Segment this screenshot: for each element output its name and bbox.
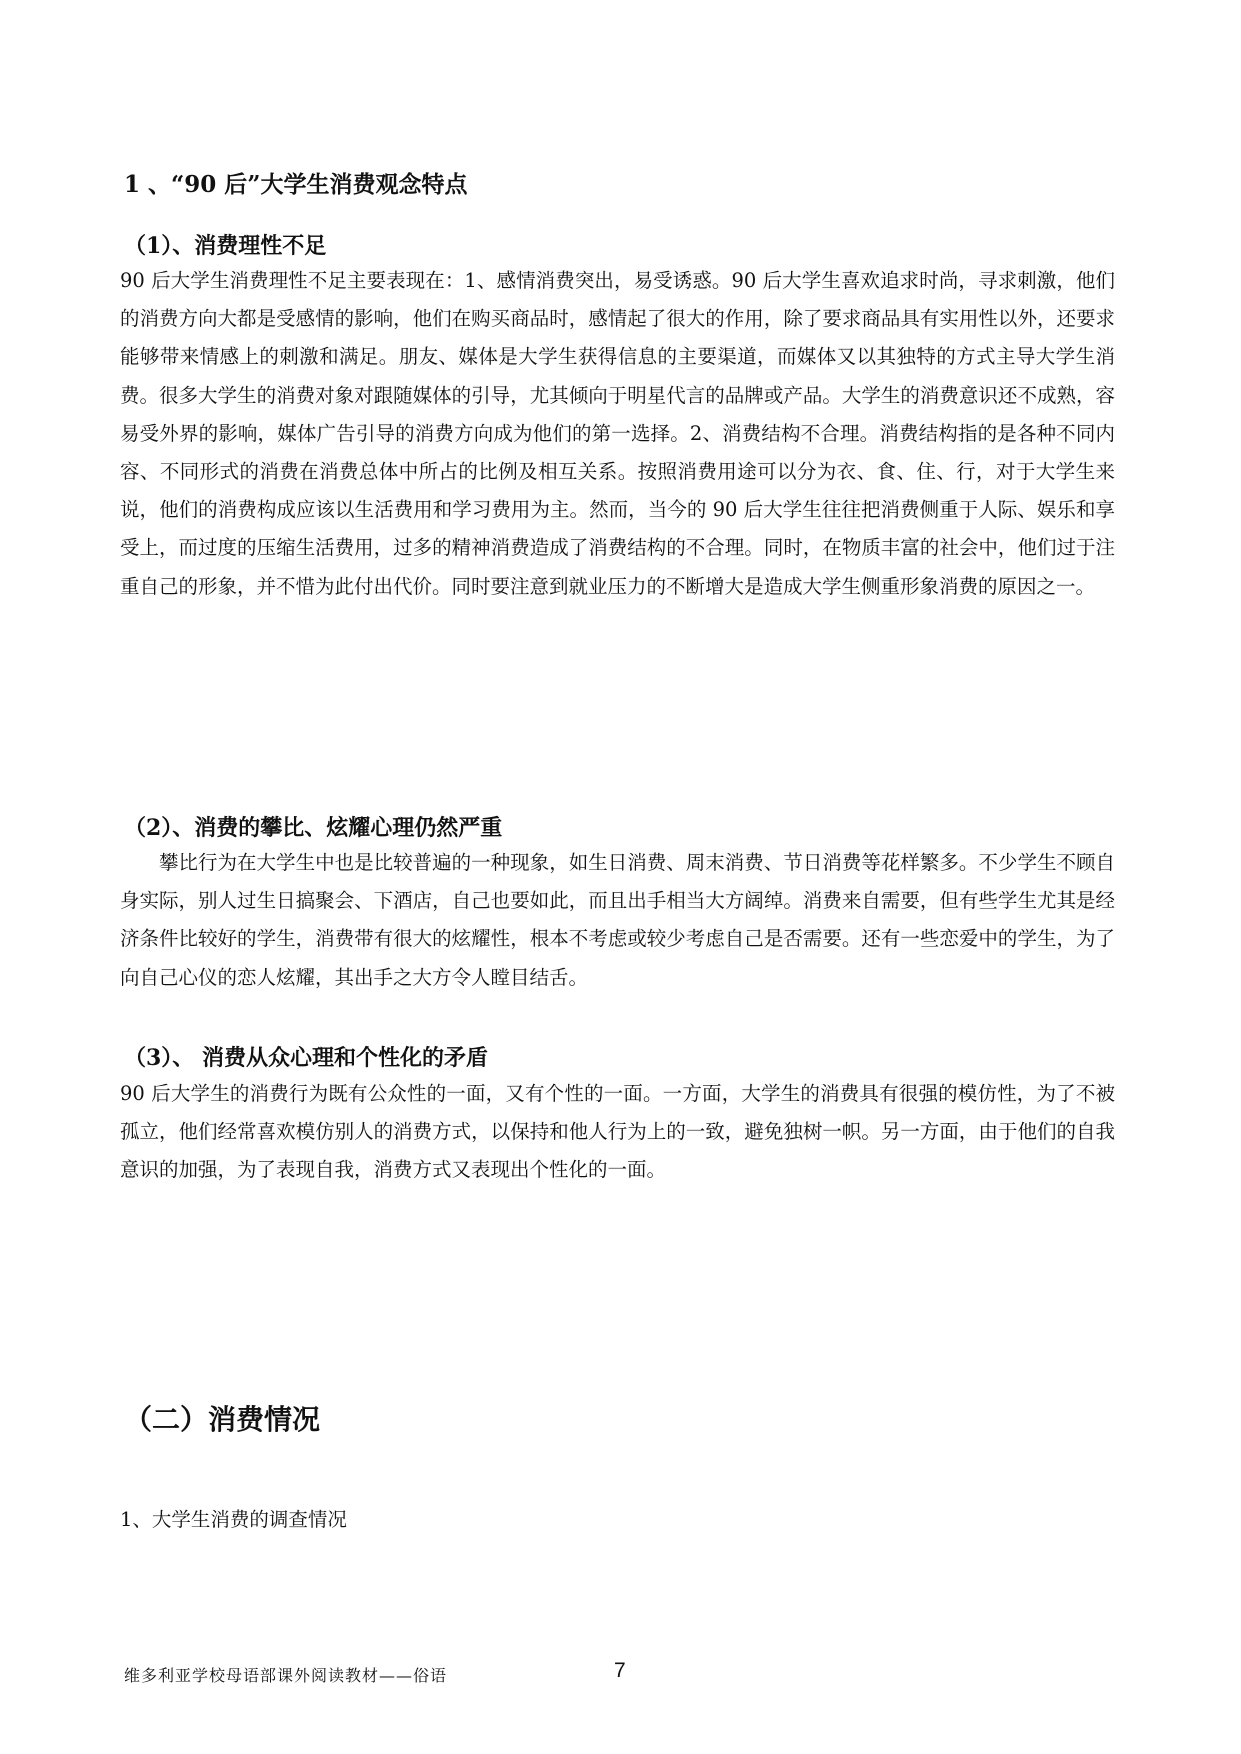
- subheading-rational-deficiency: （1）、消费理性不足: [124, 233, 327, 259]
- section-title-consumption-status: （二）消费情况: [124, 1403, 321, 1436]
- section-heading: 1 、“90 后”大学生消费观念特点: [124, 171, 468, 198]
- paragraph-conformity-individuality: 90 后大学生的消费行为既有公众性的一面，又有个性的一面。一方面，大学生的消费具有很强的模仿性，为了不被孤立，他们经常喜欢模仿别人的消费方式，以保持和他人行为上的一致，避免独树一帜。另一方面，由于他们的自我意识的加强，为了表现自我，消费方式又表现出个性化的一面。: [120, 1082, 1115, 1182]
- paragraph-rational-deficiency: 90 后大学生消费理性不足主要表现在：1、感情消费突出，易受诱惑。90 后大学生喜欢追求时尚，寻求刺激，他们的消费方向大都是受感情的影响，他们在购买商品时，感情起了很大的作用，除了要求商品具有实用性以外，还要求能够带来情感上的刺激和满足。朋友、媒体是大学生获得信息的主要渠道，而媒体又以其独特的方式主导大学生消费。很多大学生的消费对象对跟随媒体的引导，尤其倾向于明星代言的品牌或产品。大学生的消费意识还不成熟，容易受外界的影响，媒体广告引导的消费方向成为他们的第一选择。2、消费结构不合理。消费结构指的是各种不同内容、不同形式的消费在消费总体中所占的比例及相互关系。按照消费用途可以分为衣、食、住、行，对于大学生来说，他们的消费构成应该以生活费用和学习费用为主。然而，当今的 90 后大学生往往把消费侧重于人际、娱乐和享受上，而过度的压缩生活费用，过多的精神消费造成了消费结构的不合理。同时，在物质丰富的社会中，他们过于注重自己的形象，并不惜为此付出代价。同时要注意到就业压力的不断增大是造成大学生侧重形象消费的原因之一。: [120, 269, 1115, 598]
- subheading-conformity-individuality: （3）、 消费从众心理和个性化的矛盾: [124, 1045, 488, 1071]
- subheading-comparison-showoff: （2）、消费的攀比、炫耀心理仍然严重: [124, 815, 503, 841]
- footer-source: 维多利亚学校母语部课外阅读教材——俗语: [124, 1666, 448, 1685]
- page-number: 7: [614, 1659, 626, 1682]
- paragraph-comparison-showoff: 攀比行为在大学生中也是比较普遍的一种现象，如生日消费、周末消费、节日消费等花样繁多。不少学生不顾自身实际，别人过生日搞聚会、下酒店，自己也要如此，而且出手相当大方阔绰。消费来自需要，但有些学生尤其是经济条件比较好的学生，消费带有很大的炫耀性，根本不考虑或较少考虑自己是否需要。还有一些恋爱中的学生，为了向自己心仪的恋人炫耀，其出手之大方令人瞠目结舌。: [120, 851, 1115, 989]
- list-item-survey: 1、大学生消费的调查情况: [120, 1508, 347, 1531]
